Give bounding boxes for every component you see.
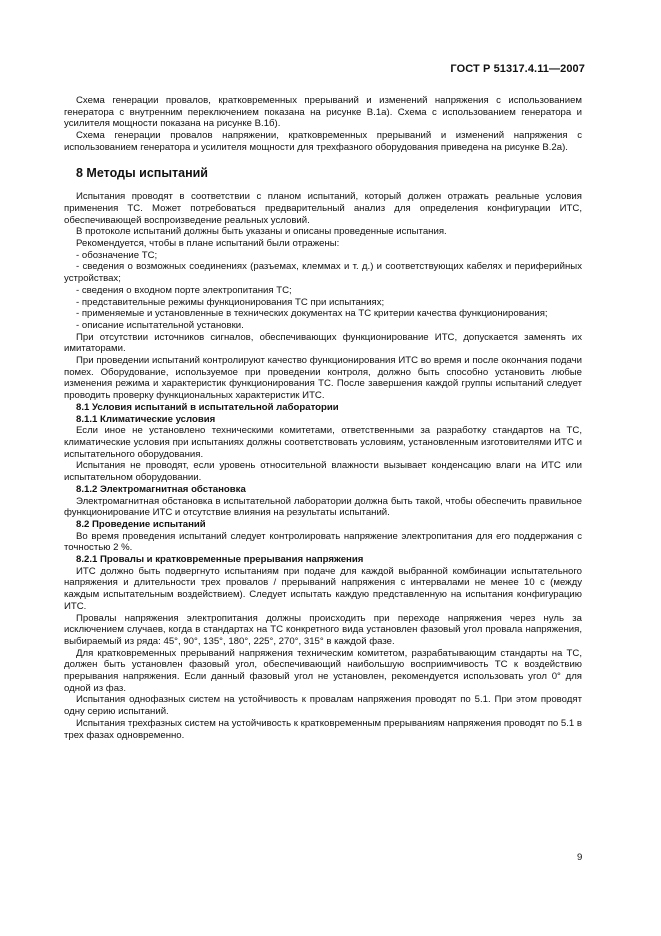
- list-item: - представительные режимы функционирования ТС при испытаниях;: [76, 296, 385, 308]
- subsection-8-2-1-paragraph-1: ИТС должно быть подвергнуто испытаниям при подаче для каждой выбранной комбинации испытательного напряжения и длительности трех провалов / прерываний напряжения с интервалами не менее 10 с (между каждым испытательным воздействием). Следует испытать каждую представленную на испытания конфигурацию ИТС.: [64, 565, 582, 612]
- list-item: - применяемые и установленные в технических документах на ТС критерии качества функционирования;: [76, 308, 548, 320]
- subsection-8-1-1-heading: 8.1.1 Климатические условия: [76, 413, 216, 425]
- section-8-paragraph-5: При проведении испытаний контролируют качество функционирования ИТС во время и после окончания подачи помех. Оборудование, используемое при проведении контроля, должно быть способно установить любые изменения режима и характеристик функционирования ТС. После завершения каждой группы испытаний следует проводить проверку функциональных характеристик ИТС.: [64, 355, 582, 402]
- subsection-8-2-heading: 8.2 Проведение испытаний: [76, 518, 206, 530]
- subsection-8-2-1-heading: 8.2.1 Провалы и кратковременные прерывания напряжения: [76, 554, 364, 566]
- subsection-8-1-1-paragraph-2: Испытания не проводят, если уровень относительной влажности вызывает конденсацию влаги на ИТС или испытательном оборудовании.: [64, 460, 582, 484]
- subsection-8-2-1-paragraph-4: Испытания однофазных систем на устойчивость к провалам напряжения проводят по 5.1. При этом проводят одну серию испытаний.: [64, 694, 582, 718]
- subsection-8-2-1-paragraph-2: Провалы напряжения электропитания должны происходить при переходе напряжения через нуль за исключением случаев, когда в стандартах на ТС конкретного вида установлен фазовый угол провала напряжения, выбираемый из ряда: 45°, 90°, 135°, 180°, 225°, 270°, 315° в каждой фазе.: [64, 612, 582, 647]
- intro-paragraph-2: Схема генерации провалов напряжении, кратковременных прерываний и изменений напряжения с использованием генератора и усилителя мощности для трехфазного оборудования приведена на рисунке В.2а).: [64, 130, 582, 153]
- section-8-paragraph-2: В протоколе испытаний должны быть указаны и описаны проведенные испытания.: [76, 226, 447, 238]
- subsection-8-1-2-heading: 8.1.2 Электромагнитная обстановка: [76, 483, 246, 495]
- list-item: - обозначение ТС;: [76, 249, 158, 261]
- subsection-8-1-1-paragraph-1: Если иное не установлено техническими комитетами, ответственными за разработку стандартов на ТС, климатические условия при испытаниях должны соответствовать условиям, установленным изготовителями ИТС и испытательного оборудования.: [64, 425, 582, 460]
- subsection-8-1-heading: 8.1 Условия испытаний в испытательной лаборатории: [76, 401, 339, 413]
- document-code: ГОСТ Р 51317.4.11—2007: [450, 63, 585, 75]
- subsection-8-2-1-paragraph-5: Испытания трехфазных систем на устойчивость к кратковременным прерываниям напряжения проводят по 5.1 в трех фазах одновременно.: [64, 717, 582, 741]
- list-item: - сведения о входном порте электропитания ТС;: [76, 284, 292, 296]
- subsection-8-2-1-paragraph-3: Для кратковременных прерываний напряжения техническим комитетом, разрабатывающим стандарты на ТС, должен быть установлен фазовый угол, обеспечивающий наибольшую восприимчивость ТС к воздействию прерывания напряжения. Если данный фазовый угол не установлен, рекомендуется использовать угол 0° для одной из фаз.: [64, 647, 582, 694]
- section-8-paragraph-3: Рекомендуется, чтобы в плане испытаний были отражены:: [76, 238, 340, 250]
- list-item: - описание испытательной установки.: [76, 319, 244, 331]
- page-content: [64, 95, 582, 741]
- intro-paragraph-1: Схема генерации провалов, кратковременных прерываний и изменений напряжения с использованием генератора с внутренним переключением показана на рисунке В.1а). Схема с использованием генератора и усилителя мощности показана на рисунке В.1б).: [64, 95, 582, 130]
- subsection-8-1-2-paragraph-1: Электромагнитная обстановка в испытательной лаборатории должна быть такой, чтобы обеспечить правильное функционирование ИТС и отсутствие влияния на результаты испытаний.: [64, 495, 582, 519]
- subsection-8-2-paragraph-1: Во время проведения испытаний следует контролировать напряжение электропитания для его поддержания с точностью 2 %.: [64, 530, 582, 554]
- list-item: - сведения о возможных соединениях (разъемах, клеммах и т. д.) и соответствующих кабелях и периферийных устройствах;: [64, 261, 582, 285]
- section-8-paragraph-1: Испытания проводят в соответствии с планом испытаний, который должен отражать реальные условия применения ТС. Может потребоваться предварительный анализ для определения конфигурации ИТС, обеспечивающей воспроизведение реальных условий.: [64, 191, 582, 226]
- section-8-paragraph-4: При отсутствии источников сигналов, обеспечивающих функционирование ИТС, допускается заменять их имитаторами.: [64, 331, 582, 355]
- section-8-heading: 8 Методы испытаний: [76, 165, 208, 180]
- page-number: 9: [577, 852, 583, 863]
